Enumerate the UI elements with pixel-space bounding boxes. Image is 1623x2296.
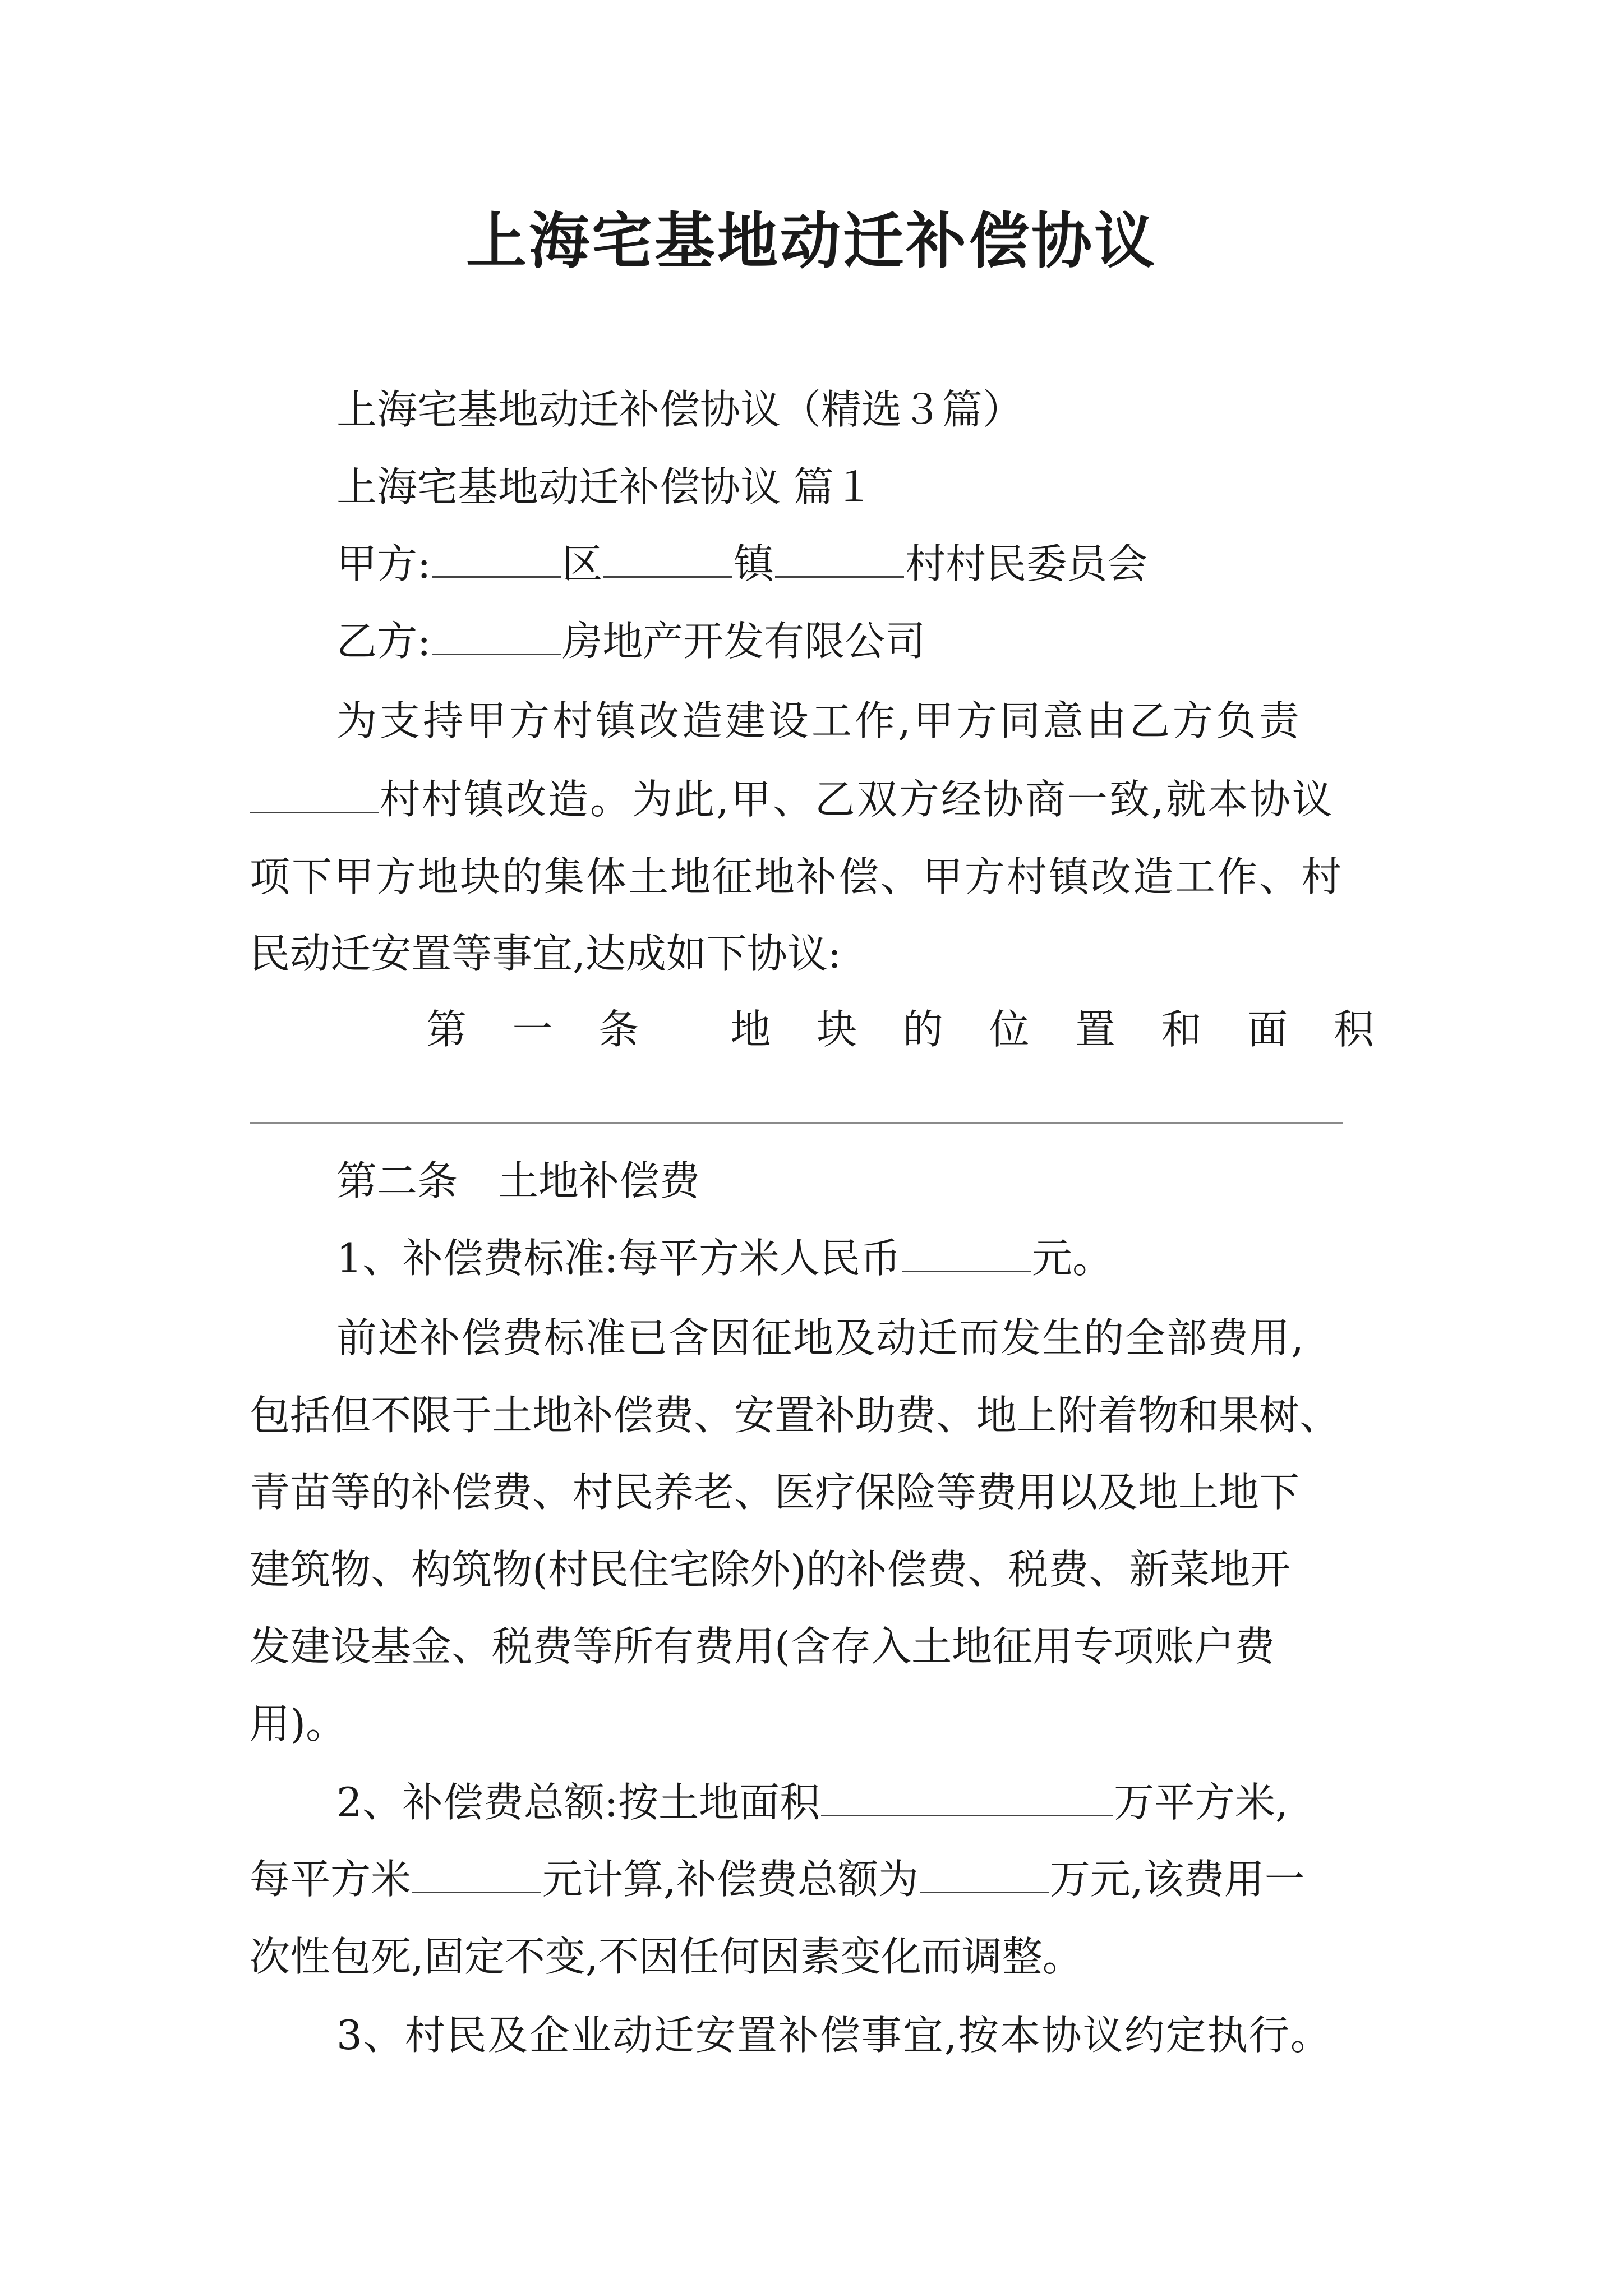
article-2-heading: 第二条 土地补偿费 — [336, 1157, 700, 1204]
party-a-line — [336, 536, 1147, 592]
article-2-para-line-3: 青苗等的补偿费、村民养老、医疗保险等费用以及地上地下 — [250, 1469, 1300, 1516]
article-2-item-3: 3、村民及企业动迁安置补偿事宜,按本协议约定执行。 — [336, 2012, 1332, 2059]
party-a-district: 区 — [562, 540, 603, 587]
article-2-para-line-6: 用)。 — [250, 1700, 347, 1747]
item-2-line-1-suffix: 万平方米, — [1114, 1779, 1288, 1826]
article-1-char: 一 — [512, 1006, 553, 1053]
article-2-item-2-line-3: 次性包死,固定不变,不因任何因素变化而调整。 — [250, 1933, 1083, 1980]
article-2-para-line-1: 前述补偿费标准已含因征地及动迁而发生的全部费用, — [336, 1314, 1305, 1361]
blank-field — [432, 613, 561, 655]
preamble-line-1: 为支持甲方村镇改造建设工作,甲方同意由乙方负责 — [336, 697, 1302, 744]
party-b-line — [336, 613, 925, 669]
blank-field — [920, 1851, 1049, 1893]
article-1-blank-rule — [250, 1122, 1343, 1124]
party-b-prefix: 乙方: — [336, 618, 431, 665]
article-2-para-line-4: 建筑物、构筑物(村民住宅除外)的补偿费、税费、新菜地开 — [250, 1546, 1291, 1593]
article-1-char: 位 — [989, 1006, 1030, 1053]
article-1-char: 面 — [1247, 1006, 1288, 1053]
party-b-company: 房地产开发有限公司 — [562, 618, 926, 665]
preamble-line-3: 项下甲方地块的集体土地征地补偿、甲方村镇改造工作、村 — [250, 853, 1344, 900]
party-a-prefix: 甲方: — [336, 540, 431, 587]
document-title: 上海宅基地动迁补偿协议 — [465, 206, 1157, 277]
item-2-line-2-suffix: 万元,该费用一 — [1049, 1856, 1305, 1903]
preamble-line-2-text: 村村镇改造。为此,甲、乙双方经协商一致,就本协议 — [380, 776, 1334, 823]
section-heading: 上海宅基地动迁补偿协议 篇１ — [336, 463, 874, 510]
item-2-line-1-prefix: 2、补偿费总额:按土地面积 — [336, 1779, 820, 1826]
blank-field — [412, 1851, 541, 1893]
article-2-para-line-2: 包括但不限于土地补偿费、安置补助费、地上附着物和果树、 — [250, 1392, 1340, 1439]
item-2-line-2-prefix: 每平方米 — [250, 1856, 412, 1903]
article-1-char: 块 — [817, 1006, 857, 1053]
document-subtitle: 上海宅基地动迁补偿协议（精选３篇） — [336, 386, 1023, 433]
party-a-town: 镇 — [734, 540, 774, 587]
article-1-char: 第 — [426, 1006, 467, 1053]
article-1-char: 积 — [1333, 1006, 1374, 1053]
blank-field — [603, 536, 732, 578]
blank-field — [775, 536, 904, 578]
article-1-char: 和 — [1161, 1006, 1202, 1053]
article-2-item-2-line-2 — [250, 1851, 1305, 1907]
article-2-item-1-prefix: 1、补偿费标准:每平方米人民币 — [336, 1235, 901, 1282]
preamble-line-2 — [250, 771, 1334, 827]
article-2-para-line-5: 发建设基金、税费等所有费用(含存入土地征用专项账户费 — [250, 1623, 1275, 1670]
article-2-item-1-suffix: 元。 — [1032, 1235, 1113, 1282]
blank-field — [902, 1230, 1031, 1272]
blank-field — [250, 771, 379, 813]
article-1-char: 置 — [1075, 1006, 1115, 1053]
party-a-village: 村村民委员会 — [905, 540, 1148, 587]
blank-field — [432, 536, 561, 578]
article-1-char: 条 — [598, 1006, 639, 1053]
article-1-char: 地 — [730, 1006, 771, 1053]
blank-field — [821, 1774, 1113, 1816]
article-2-item-1 — [336, 1230, 1113, 1286]
article-1-heading — [426, 1001, 1374, 1057]
item-2-line-2-mid: 元计算,补偿费总额为 — [542, 1856, 919, 1903]
article-2-item-2-line-1 — [336, 1774, 1288, 1830]
article-1-char: 的 — [902, 1006, 943, 1053]
preamble-line-4: 民动迁安置等事宜,达成如下协议: — [250, 930, 842, 977]
